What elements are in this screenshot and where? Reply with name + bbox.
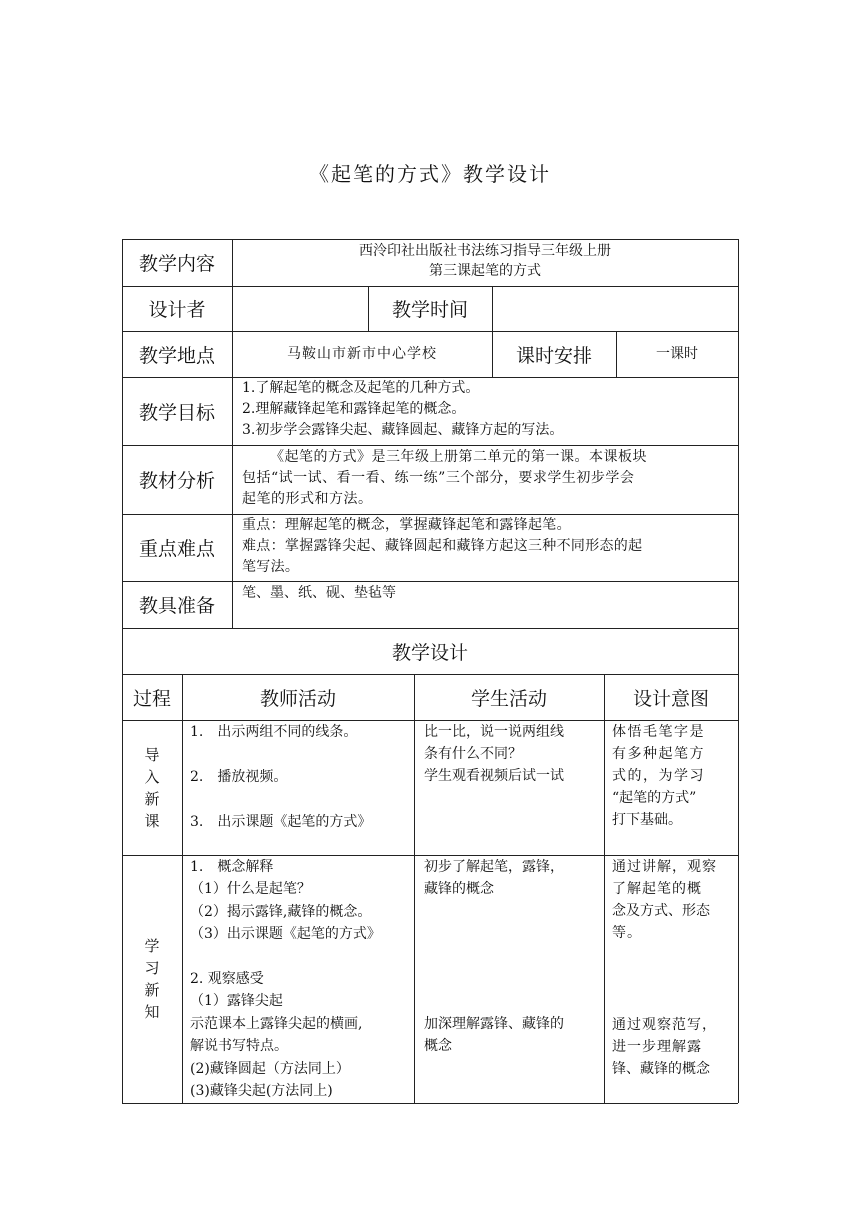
stage-char: 习 bbox=[144, 959, 160, 977]
header-teacher: 教师活动 bbox=[259, 687, 336, 710]
analysis-text bbox=[242, 447, 734, 513]
goal-item: 1.了解起笔的概念及起笔的几种方式。 bbox=[242, 380, 480, 396]
key-line: 笔写法。 bbox=[242, 559, 300, 575]
intent-learn-a bbox=[612, 856, 736, 951]
stage-char: 新 bbox=[144, 981, 160, 999]
stage-char: 课 bbox=[144, 811, 160, 830]
key-text bbox=[242, 515, 734, 580]
student-line: 学生观看视频后试一试 bbox=[424, 768, 564, 784]
tools-value: 笔、墨、纸、砚、垫毡等 bbox=[242, 585, 396, 601]
teacher-line: （1）露锋尖起 bbox=[190, 993, 283, 1010]
teacher-line: 3. 出示课题《起笔的方式》 bbox=[190, 814, 372, 830]
analysis-label: 教材分析 bbox=[138, 470, 215, 492]
intent-learn-b bbox=[612, 1014, 736, 1084]
teacher-line bbox=[190, 789, 412, 812]
tools-label: 教具准备 bbox=[138, 595, 215, 617]
teacher-line: 2. 播放视频。 bbox=[190, 769, 288, 785]
key-line: 难点：掌握露锋尖起、藏锋圆起和藏锋方起这三种不同形态的起 bbox=[242, 538, 643, 554]
teacher-line bbox=[190, 744, 412, 767]
location-value: 马鞍山市新市中心学校 bbox=[287, 345, 437, 362]
stage-intro bbox=[122, 720, 182, 855]
intent-intro bbox=[612, 721, 736, 853]
intent-line: 通过观察范写， bbox=[612, 1017, 717, 1033]
period-value: 一课时 bbox=[656, 345, 698, 362]
intent-line: 体悟毛笔字是 bbox=[612, 724, 705, 740]
header-stage: 过程 bbox=[132, 687, 171, 710]
header-student: 学生活动 bbox=[470, 687, 547, 710]
designer-label: 设计者 bbox=[148, 299, 206, 321]
teacher-line: (2)藏锋圆起（方法同上） bbox=[190, 1060, 350, 1077]
designer-value bbox=[232, 286, 368, 331]
teacher-line: (3)藏锋尖起(方法同上) bbox=[190, 1083, 333, 1100]
student-line: 比一比，说一说两组线 bbox=[424, 724, 564, 740]
student-line: 加深理解露锋、藏锋的 bbox=[424, 1016, 564, 1032]
intent-line: 念及方式、形态 bbox=[612, 903, 710, 919]
time-label: 教学时间 bbox=[391, 299, 468, 321]
goal-item: 2.理解藏锋起笔和露锋起笔的概念。 bbox=[242, 401, 466, 417]
analysis-line: 起笔的形式和方法。 bbox=[242, 491, 373, 507]
teacher-activity-intro bbox=[190, 721, 412, 853]
period-label: 课时安排 bbox=[515, 344, 592, 367]
design-section-title: 教学设计 bbox=[391, 641, 468, 664]
intent-line: 式的，为学习 bbox=[612, 768, 705, 784]
key-line: 重点：理解起笔的概念，掌握藏锋起笔和露锋起笔。 bbox=[242, 517, 571, 533]
content-value bbox=[232, 241, 738, 286]
goal-item: 3.初步学会露锋尖起、藏锋圆起、藏锋方起的写法。 bbox=[242, 422, 564, 438]
stage-char: 新 bbox=[144, 789, 160, 808]
stage-char: 学 bbox=[144, 937, 160, 955]
goals-label: 教学目标 bbox=[138, 401, 215, 424]
student-activity-learn-a bbox=[424, 856, 602, 906]
intent-line: 锋、藏锋的概念 bbox=[612, 1061, 710, 1077]
student-activity-learn-b bbox=[424, 1013, 602, 1063]
student-line: 条有什么不同？ bbox=[424, 746, 522, 762]
intent-line: 进一步理解露 bbox=[612, 1039, 702, 1055]
analysis-line: 包括“试一试、看一看、练一练”三个部分，要求学生初步学会 bbox=[242, 470, 635, 486]
intent-line: 打下基础。 bbox=[612, 812, 682, 828]
student-activity-intro bbox=[424, 721, 602, 853]
stage-char: 知 bbox=[144, 1003, 160, 1021]
teacher-line: 2. 观察感受 bbox=[190, 971, 264, 988]
teacher-line: 1. 出示两组不同的线条。 bbox=[190, 724, 358, 740]
header-intent: 设计意图 bbox=[632, 687, 709, 710]
teacher-line: （2）揭示露锋,藏锋的概念。 bbox=[190, 903, 372, 920]
goals-list bbox=[242, 378, 732, 444]
analysis-line: 《起笔的方式》是三年级上册第二单元的第一课。本课板块 bbox=[270, 449, 647, 465]
intent-line: 有多种起笔方 bbox=[612, 746, 705, 762]
content-line: 西泠印社出版社书法练习指导三年级上册 bbox=[359, 243, 611, 259]
teacher-activity-learn bbox=[190, 856, 414, 1102]
content-line: 第三课起笔的方式 bbox=[429, 263, 541, 279]
location-label: 教学地点 bbox=[138, 344, 215, 367]
teacher-line: 示范课本上露锋尖起的横画, bbox=[190, 1015, 363, 1032]
intent-line: 等。 bbox=[612, 925, 642, 941]
time-value bbox=[492, 286, 738, 331]
stage-char: 导 bbox=[144, 745, 160, 764]
page-title: 《起笔的方式》教学设计 bbox=[309, 162, 551, 186]
stage-char: 入 bbox=[144, 767, 160, 786]
student-line: 藏锋的概念 bbox=[424, 881, 494, 897]
intent-line: 通过讲解，观察 bbox=[612, 859, 717, 875]
teacher-line: （3）出示课题《起笔的方式》 bbox=[190, 926, 381, 943]
teacher-line bbox=[190, 946, 414, 968]
student-line: 概念 bbox=[424, 1038, 452, 1054]
teacher-line: （1）什么是起笔？ bbox=[190, 881, 311, 898]
student-line: 初步了解起笔，露锋， bbox=[424, 859, 564, 875]
teacher-line: 解说书写特点。 bbox=[190, 1038, 288, 1055]
intent-line: “起笔的方式” bbox=[612, 790, 697, 806]
teacher-line: 1. 概念解释 bbox=[190, 859, 274, 875]
content-label: 教学内容 bbox=[138, 253, 215, 275]
stage-learn bbox=[122, 855, 182, 1103]
intent-line: 了解起笔的概 bbox=[612, 881, 702, 897]
key-label: 重点难点 bbox=[138, 538, 215, 560]
